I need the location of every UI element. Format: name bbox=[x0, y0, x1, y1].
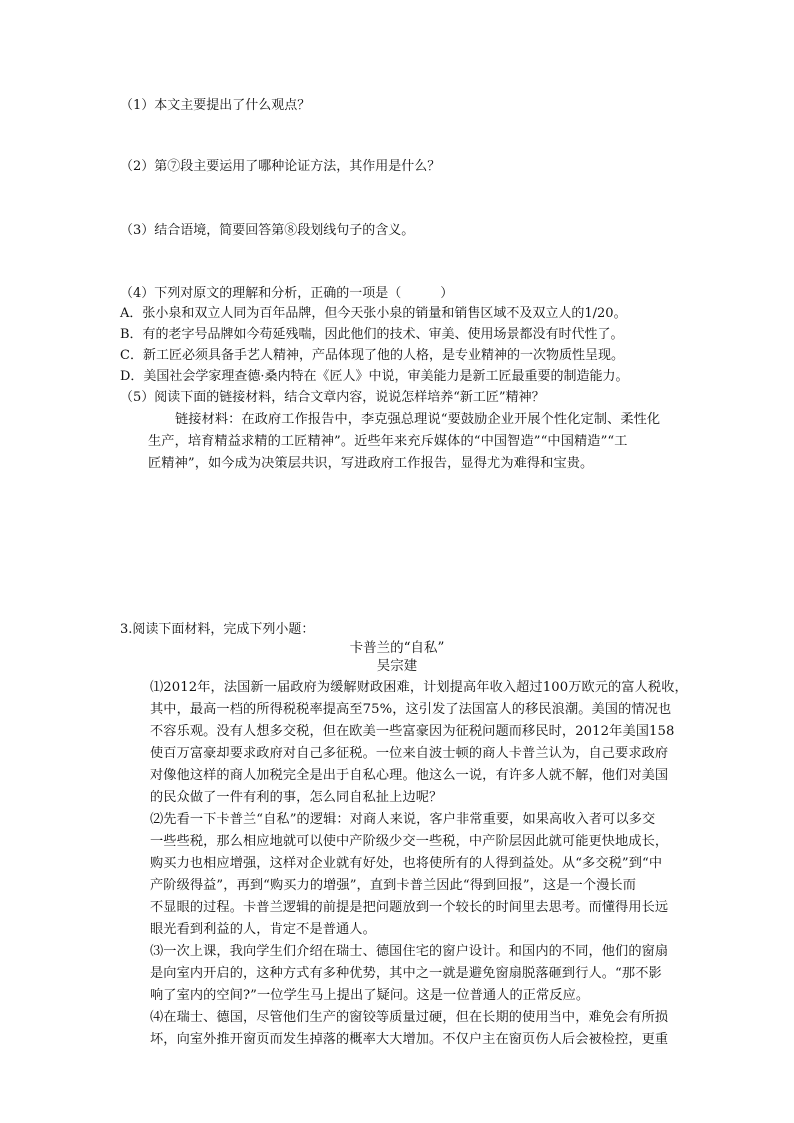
article-line: 产阶级得益”，再到“购买力的增强”，直到卡普兰因此“得到回报”，这是一个漫长而 bbox=[150, 878, 636, 893]
article-line: 使百万富豪却要求政府对自己多征税。一位来自波士顿的商人卡普兰认为，自己要求政府 bbox=[150, 746, 669, 761]
question-5-stem: （5）阅读下面的链接材料，结合文章内容，说说怎样培养“新工匠”精神？ bbox=[120, 390, 545, 405]
section-3-intro: 3.阅读下面材料，完成下列小题： bbox=[120, 622, 315, 637]
article-line: ⑷在瑞士、德国，尽管他们生产的窗铰等质量过硬，但在长期的使用当中，难免会有所损 bbox=[150, 1010, 669, 1025]
article-line: 坏，向室外推开窗页而发生掉落的概率大大增加。不仅户主在窗页伤人后会被检控，更重 bbox=[150, 1032, 669, 1047]
article-line: 购买力也相应增强，这样对企业就有好处，也将使所有的人得到益处。从“多交税”到“中 bbox=[150, 856, 663, 871]
article-line: 其中，最高一档的所得税税率提高至75%，这引发了法国富人的移民浪潮。美国的情况也 bbox=[150, 702, 672, 717]
article-line: 眼光看到利益的人，肯定不是普通人。 bbox=[150, 922, 376, 937]
question-4-stem: （4）下列对原文的理解和分析，正确的一项是（ ） bbox=[120, 286, 454, 301]
article-line: ⑶一次上课，我向学生们介绍在瑞士、德国住宅的窗户设计。和国内的不同，他们的窗扇 bbox=[150, 944, 669, 959]
article-line: 响了室内的空间?”一位学生马上提出了疑问。这是一位普通人的正常反应。 bbox=[150, 988, 590, 1003]
link-material-line: 生产，培育精益求精的工匠精神”。近些年来充斥媒体的“中国智造”“中国精造”“工 bbox=[148, 434, 628, 449]
article-title: 卡普兰的“自私” bbox=[349, 640, 445, 656]
question-4-option-c: C．新工匠必须具备手艺人精神，产品体现了他的人格，是专业精神的一次物质性呈现。 bbox=[120, 348, 624, 363]
question-4-option-d: D．美国社会学家理查德·桑内特在《匠人》中说，审美能力是新工匠最重要的制造能力。 bbox=[120, 369, 629, 384]
article-line: 是向室内开启的，这种方式有多种优势，其中之一就是避免窗扇脱落砸到行人。“那不影 bbox=[150, 966, 662, 981]
article-line: ⑴2012年，法国新一届政府为缓解财政困难，计划提高年收入超过100万欧元的富人税收， bbox=[150, 680, 688, 695]
article-line: 对像他这样的商人加税完全是出于自私心理。他这么一说，有许多人就不解，他们对美国 bbox=[150, 768, 669, 783]
article-line: 不容乐观。没有人想多交税，但在欧美一些富豪因为征税问题而移民时，2012年美国158 bbox=[150, 724, 675, 739]
article-line: 不显眼的过程。卡普兰逻辑的前提是把问题放到一个较长的时间里去思考。而懂得用长远 bbox=[150, 900, 669, 915]
article-author: 吴宗建 bbox=[376, 658, 418, 674]
article-line: 一些些税，那么相应地就可以使中产阶级少交一些税，中产阶层因此就可能更快地成长， bbox=[150, 834, 669, 849]
question-3: （3）结合语境，简要回答第⑧段划线句子的含义。 bbox=[120, 223, 415, 238]
question-1: （1）本文主要提出了什么观点？ bbox=[120, 98, 311, 113]
question-4-option-a: A．张小泉和双立人同为百年品牌，但今天张小泉的销量和销售区域不及双立人的1/20。 bbox=[120, 306, 627, 321]
link-material-line: 匠精神”，如今成为决策层共识，写进政府工作报告，显得尤为难得和宝贵。 bbox=[148, 456, 594, 471]
question-4-option-b: B．有的老字号品牌如今苟延残喘，因此他们的技术、审美、使用场景都没有时代性了。 bbox=[120, 327, 624, 342]
article-line: ⑵先看一下卡普兰“自私”的逻辑：对商人来说，客户非常重要，如果高收入者可以多交 bbox=[150, 812, 656, 827]
question-2: （2）第⑦段主要运用了哪种论证方法，其作用是什么？ bbox=[120, 159, 441, 174]
article-line: 的民众做了一件有利的事，怎么同自私扯上边呢？ bbox=[150, 790, 443, 805]
link-material-line: 链接材料：在政府工作报告中，李克强总理说“要鼓励企业开展个性化定制、柔性化 bbox=[175, 412, 661, 427]
